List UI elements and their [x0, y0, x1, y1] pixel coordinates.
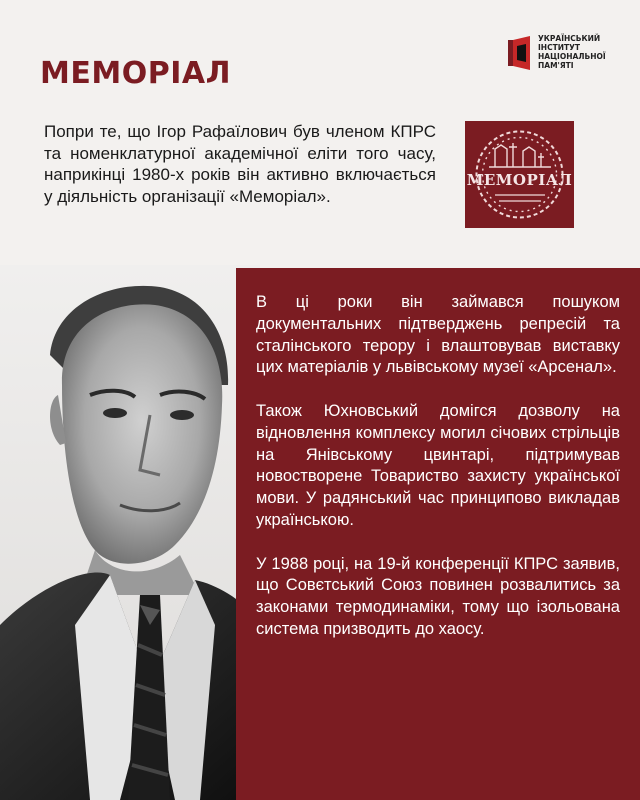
panel-paragraph: У 1988 році, на 19-й конференції КПРС заявив, що Совєтський Союз повинен розвалитись за законами термодинаміки, тому що ізольована система призводить до хаосу.: [256, 554, 620, 638]
memorial-emblem: [465, 121, 574, 228]
logo-line: УКРАЇНСЬКИЙ: [538, 34, 601, 43]
intro-paragraph: Попри те, що Ігор Рафаїлович був членом КПРС та номенклатурної академічної еліти того часу, наприкінці 1980-х років він активно включається у діяльність організації «Меморіал».: [44, 122, 436, 206]
portrait-image: [0, 265, 260, 800]
memorial-emblem-icon: [465, 121, 574, 228]
institute-logo: [508, 30, 618, 78]
emblem-label: МЕМОРІАЛ: [466, 171, 573, 189]
page-title: МЕМОРІАЛ: [40, 56, 231, 91]
logo-line: НАЦІОНАЛЬНОЇ: [538, 52, 606, 61]
logo-line: ІНСТИТУТ: [538, 43, 580, 52]
portrait-photo: [0, 265, 260, 800]
panel-paragraph: В ці роки він займався пошуком документальних підтверджень репресій та сталінського терору і влаштовував виставку цих матеріалів у львівському музеї «Арсенал».: [256, 293, 620, 377]
panel-paragraph: Також Юхновський домігся дозволу на відновлення комплексу могил січових стрільців на Янівському цвинтарі, підтримував новостворене Товариство захисту української мови. У радянський час принципово викладав українською.: [256, 401, 620, 529]
intro-text: [44, 121, 436, 207]
uinp-logo-icon: [508, 36, 530, 70]
panel-text: [256, 292, 620, 663]
logo-line: ПАМ'ЯТІ: [538, 61, 574, 70]
logo-text: [538, 34, 606, 70]
info-panel: [236, 268, 640, 800]
